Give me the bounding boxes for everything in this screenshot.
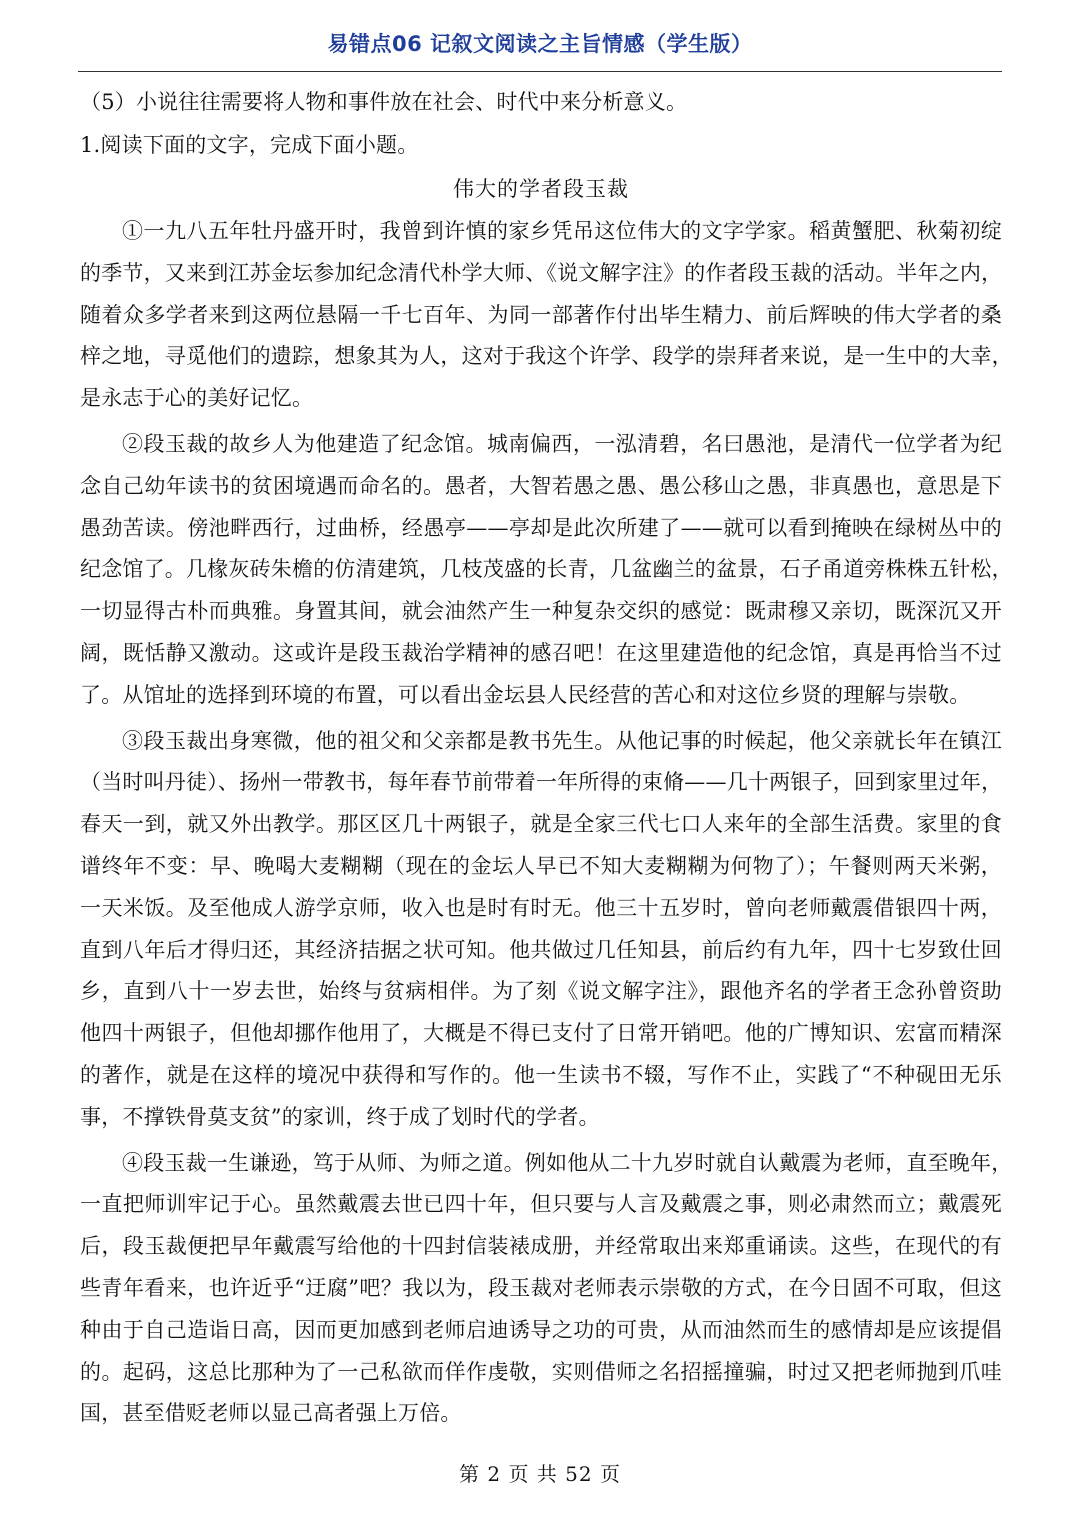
paragraph-line: ①一九八五年牡丹盛开时，我曾到许慎的家乡凭吊这位伟大的文字学家。稻黄蟹肥、秋菊初绽 bbox=[122, 219, 1002, 243]
paragraph-line: 了。从馆址的选择到环境的布置，可以看出金坛县人民经营的苦心和对这位乡贤的理解与崇敬。 bbox=[80, 682, 971, 707]
paragraph-line: 阔，既恬静又激动。这或许是段玉裁治学精神的感召吧！在这里建造他的纪念馆，真是再恰当不过 bbox=[80, 640, 1002, 665]
paragraph-line: 随着众多学者来到这两位悬隔一千七百年、为同一部著作付出毕生精力、前后辉映的伟大学者的桑 bbox=[80, 302, 1002, 327]
paragraph-line: 纪念馆了。几椽灰砖朱檐的仿清建筑，几枝茂盛的长青，几盆幽兰的盆景，石子甬道旁株株五针松， bbox=[80, 557, 1013, 582]
paragraph-line: 谱终年不变：早、晚喝大麦糊糊（现在的金坛人早已不知大麦糊糊为何物了）；午餐则两天米粥， bbox=[80, 853, 1002, 878]
paragraph-line: 梓之地，寻觅他们的遗踪，想象其为人，这对于我这个许学、段学的崇拜者来说，是一生中的大幸， bbox=[80, 344, 1013, 369]
paragraph-line: 春天一到，就又外出教学。那区区几十两银子，就是全家三代七口人来年的全部生活费。家里的食 bbox=[80, 812, 1002, 837]
paragraph-line: 直到八年后才得归还，其经济拮据之状可知。他共做过几任知县，前后约有九年，四十七岁致仕回 bbox=[80, 937, 1002, 962]
paragraph-line: ②段玉裁的故乡人为他建造了纪念馆。城南偏西，一泓清碧，名曰愚池，是清代一位学者为纪 bbox=[122, 431, 1002, 456]
paragraph-line: ④段玉裁一生谦逊，笃于从师、为师之道。例如他从二十九岁时就自认戴震为老师，直至晚年， bbox=[122, 1150, 1013, 1175]
page-header-title: 易错点06 记叙文阅读之主旨情感（学生版） bbox=[327, 32, 753, 56]
paragraph-line: 事，不撑铁骨莫支贫”的家训，终于成了划时代的学者。 bbox=[80, 1104, 600, 1129]
paragraph-line: 些青年看来，也许近乎“迂腐”吧？我以为，段玉裁对老师表示崇敬的方式，在今日固不可取，但这 bbox=[80, 1275, 1002, 1300]
paragraph-2 bbox=[80, 424, 1013, 717]
task-instruction: 1.阅读下面的文字，完成下面小题。 bbox=[80, 133, 419, 157]
paragraph-line: ③段玉裁出身寒微，他的祖父和父亲都是教书先生。从他记事的时候起，他父亲就长年在镇江 bbox=[122, 728, 1002, 753]
paragraph-line: 的著作，就是在这样的境况中获得和写作的。他一生读书不辍，写作不止，实践了“不种砚田无乐 bbox=[80, 1062, 1002, 1087]
page-number: 第 2 页 共 52 页 bbox=[459, 1462, 621, 1486]
paragraph-line: （当时叫丹徒）、扬州一带教书，每年春节前带着一年所得的束脩——几十两银子，回到家里过年， bbox=[80, 770, 1003, 795]
paragraph-4 bbox=[80, 1143, 1013, 1436]
paragraph-line: 一切显得古朴而典雅。身置其间，就会油然产生一种复杂交织的感觉：既肃穆又亲切，既深沉又开 bbox=[80, 599, 1002, 624]
paragraph-line: 的。起码，这总比那种为了一己私欲而佯作虔敬，实则借师之名招摇撞骗，时过又把老师抛到爪哇 bbox=[80, 1359, 1002, 1384]
paragraph-line: 他四十两银子，但他却挪作他用了，大概是不得已支付了日常开销吧。他的广博知识、宏富而精深 bbox=[80, 1021, 1002, 1046]
paragraph-line: 念自己幼年读书的贫困境遇而命名的。愚者，大智若愚之愚、愚公移山之愚，非真愚也，意思是下 bbox=[80, 473, 1002, 498]
intro-point-5: （5）小说往往需要将人物和事件放在社会、时代中来分析意义。 bbox=[80, 90, 688, 114]
paragraph-line: 的季节，又来到江苏金坛参加纪念清代朴学大师、《说文解字注》的作者段玉裁的活动。半年之内， bbox=[80, 260, 1003, 285]
paragraph-1 bbox=[80, 211, 1013, 420]
article-title: 伟大的学者段玉裁 bbox=[453, 177, 629, 201]
paragraph-line: 是永志于心的美好记忆。 bbox=[80, 386, 314, 411]
paragraph-line: 种由于自己造诣日高，因而更加感到老师启迪诱导之功的可贵，从而油然而生的感情却是应该提倡 bbox=[80, 1317, 1002, 1342]
paragraph-line: 乡，直到八十一岁去世，始终与贫病相伴。为了刻《说文解字注》，跟他齐名的学者王念孙曾资助 bbox=[80, 979, 1002, 1004]
paragraph-line: 一直把师训牢记于心。虽然戴震去世已四十年，但只要与人言及戴震之事，则必肃然而立；戴震死 bbox=[80, 1192, 1002, 1217]
paragraph-3 bbox=[80, 721, 1002, 1139]
paragraph-line: 一天米饭。及至他成人游学京师，收入也是时有时无。他三十五岁时，曾向老师戴震借银四十两， bbox=[80, 895, 1002, 920]
header-divider bbox=[78, 71, 1002, 72]
paragraph-line: 后，段玉裁便把早年戴震写给他的十四封信装裱成册，并经常取出来郑重诵读。这些，在现代的有 bbox=[80, 1234, 1002, 1259]
paragraph-line: 国，甚至借贬老师以显己高者强上万倍。 bbox=[80, 1401, 462, 1426]
paragraph-line: 愚劲苦读。傍池畔西行，过曲桥，经愚亭——亭却是此次所建了——就可以看到掩映在绿树丛中的 bbox=[80, 515, 1002, 540]
document-body bbox=[80, 81, 1013, 1435]
